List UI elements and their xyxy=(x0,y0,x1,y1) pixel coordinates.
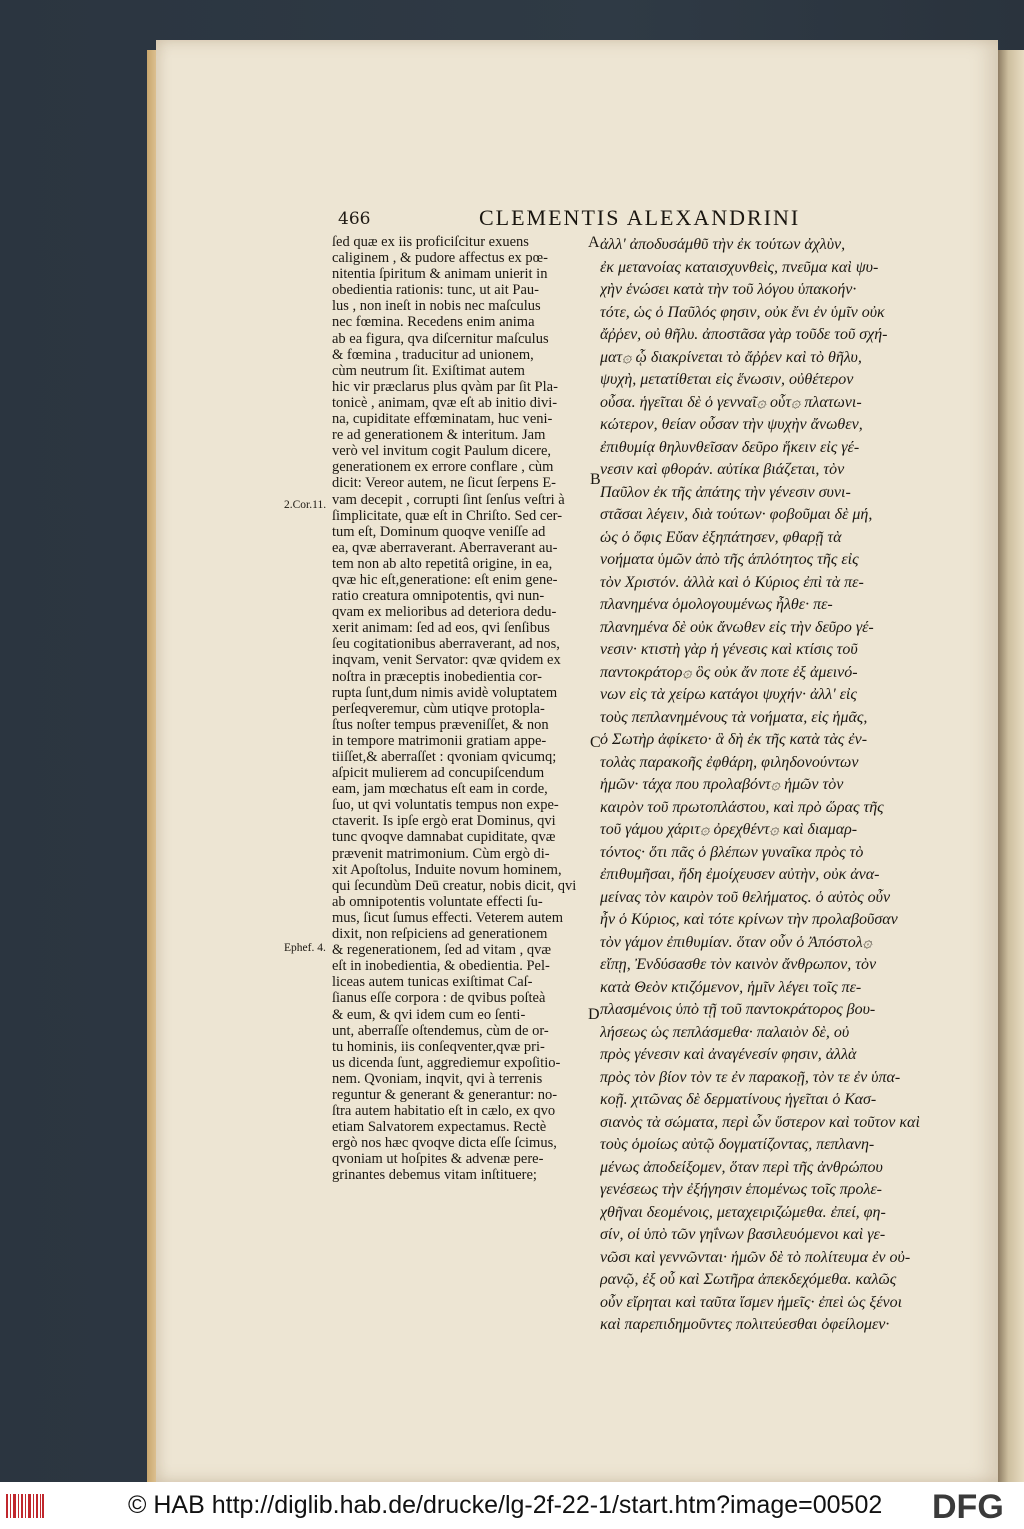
latin-line: & regenerationem, ſed ad vitam , qvæ xyxy=(332,942,552,959)
latin-line: qui ſecundùm Deū creatur, nobis dicit, qvi xyxy=(332,877,577,894)
greek-line: ἐπιθυμῆσαι, ἤδη ἐμοίχευσεν αὐτὴν, οὐκ ἀνα- xyxy=(600,866,880,883)
latin-line: inqvam, venit Servator: qvæ qvidem ex xyxy=(332,652,561,669)
greek-line: Παῦλον ἐκ τῆς ἀπάτης τὴν γένεσιν συνι- xyxy=(600,483,851,501)
latin-line: tu hominis, iis conſeqventer,qvæ pri- xyxy=(332,1038,545,1055)
latin-line: us dicenda ſunt, aggrediemur expoſitio- xyxy=(332,1054,561,1071)
latin-line: & fœmina , traducitur ad unionem, xyxy=(332,346,534,363)
latin-line: lus , non ineſt in nobis nec maſculus xyxy=(332,298,541,315)
latin-line: ſtus noſter tempus præveniſſet, & non xyxy=(332,716,549,733)
latin-line: nem. Qvoniam, inqvit, qvi à terrenis xyxy=(332,1070,543,1087)
book-page xyxy=(156,40,998,1482)
greek-line: τοὺς πεπλανημένους τὰ νοήματα, εἰς ἡμᾶς, xyxy=(600,708,868,726)
latin-line: mus, ſicut ſumus effecti. Veterem autem xyxy=(332,909,564,926)
greek-line: καὶ παρεπιδημοῦντες πολιτεύεσθαι ὀφείλομεν· xyxy=(600,1316,890,1333)
greek-line: κοῇ. χιτῶνας δὲ δερματίνους ἡγεῖται ὁ Κασ- xyxy=(600,1091,877,1108)
greek-line: κώτερον, θείαν οὖσαν τὴν ψυχὴν ἄνωθεν, xyxy=(600,416,863,433)
greek-line: νῶσι καὶ γεννῶνται· ἡμῶν δὲ τὸ πολίτευμα ἐν οὐ- xyxy=(600,1248,911,1266)
greek-line: κατὰ Θεὸν κτιζόμενον, ἡμῖν λέγει τοῖς πε- xyxy=(600,978,862,996)
latin-line: prævenit matrimonium. Cùm ergò di- xyxy=(332,845,550,862)
greek-line: νοήματα ὑμῶν ἀπὸ τῆς ἁπλότητος τῆς εἰς xyxy=(600,551,859,568)
latin-line: & eum, & qvi idem cum eo ſenti- xyxy=(332,1006,526,1023)
greek-line: χὴν ἑνώσει κατὰ τὴν τοῦ λόγου ὑπακοήν· xyxy=(600,281,857,298)
latin-line: ctaverit. Is ipſe ergò erat Dominus, qvi xyxy=(332,813,556,830)
latin-line: noſtra in præceptis inobedientia cor- xyxy=(332,668,542,685)
latin-line: qvam ex melioribus ad deteriora dedu- xyxy=(332,604,557,621)
latin-line: nitentia ſpiritum & animam unierit in xyxy=(332,266,548,283)
greek-line: χθῆναι δεομένοις, μεταχειριζώμεθα. ἐπεί, φη- xyxy=(600,1203,886,1221)
latin-line: vam decepit , corrupti ſint ſenſus veſtri à xyxy=(332,491,565,508)
greek-line: μένως ἀποδείξομεν, ὅταν περὶ τῆς ἀνθρώπου xyxy=(600,1158,883,1176)
greek-line: στᾶσαι λέγειν, διὰ τούτων· φοβοῦμαι δὲ μή, xyxy=(600,506,873,523)
greek-line: νεσιν καὶ φθοράν. αὐτίκα βιάζεται, τὸν xyxy=(600,461,845,478)
latin-line: xit Apoſtolus, Induite novum hominem, xyxy=(332,861,562,878)
running-title: CLEMENTIS ALEXANDRINI xyxy=(479,205,801,230)
latin-line: tum eſt, Dominum quoqve veniſſe ad xyxy=(332,523,546,540)
greek-line: τοῦ γάμου χάριτ۞ ὀρεχθέντ۞ καὶ διαμαρ- xyxy=(600,821,858,838)
latin-line: perſeqveremur, cùm utiqve protopla- xyxy=(332,700,545,717)
latin-line: ſianus eſſe corpora : de qvibus poſteà xyxy=(332,990,546,1007)
latin-line: tonicè , animam, qvæ eſt ab initio divi- xyxy=(332,394,558,411)
latin-line: eam, jam mœchatus eſt eam in corde, xyxy=(332,781,548,798)
latin-line: verò vel invitum cogit Paulum dicere, xyxy=(332,443,552,460)
section-letter-a: A xyxy=(588,234,600,251)
greek-line: εἴπῃ, Ἐνδύσασθε τὸν καινὸν ἄνθρωπον, τὸν xyxy=(600,956,877,973)
greek-line: μείνας τὸν καιρὸν τοῦ θελήματος. ὁ αὐτὸς οὖν xyxy=(600,888,891,906)
greek-line: πρὸς τὸν βίον τὸν τε ἐν παρακοῇ, τὸν τε ἐν ὑπα- xyxy=(600,1068,901,1086)
latin-line: re ad generationem & interitum. Jam xyxy=(332,427,546,444)
latin-line: unt, aberraſſe oſtendemus, cùm de or- xyxy=(332,1022,549,1039)
footer-copyright-url: © HAB http://diglib.hab.de/drucke/lg-2f-22-1/start.htm?image=00502 xyxy=(128,1491,883,1519)
latin-line: dicit: Vereor autem, ne ſicut ſerpens E- xyxy=(332,475,556,492)
latin-line: nec fœmina. Recedens enim anima xyxy=(332,314,535,331)
footer-bar xyxy=(0,1482,1024,1529)
page-number: 466 xyxy=(338,209,371,229)
latin-line: qvoniam ut hoſpites & advenæ pere- xyxy=(332,1151,544,1168)
greek-line: παντοκράτορ۞ ὃς οὐκ ἄν ποτε ἐξ ἀμεινό- xyxy=(600,663,858,681)
latin-line: ratio creatura omnipotentis, qvi nun- xyxy=(332,588,545,605)
greek-line: ἄῤῥεν, οὐ θῆλυ. ἀποστᾶσα γὰρ τοῦδε τοῦ σχή- xyxy=(600,326,888,343)
latin-line: na, cupiditate effœminatam, huc veni- xyxy=(332,411,553,428)
latin-line: reguntur & generant & generantur: no- xyxy=(332,1086,558,1103)
greek-line: τοὺς ὁμοίως αὐτῷ δογματίζοντας, πεπλανη- xyxy=(600,1136,875,1153)
latin-line: etiam Salvatorem expectamus. Rectè xyxy=(332,1119,547,1136)
greek-line: ἐκ μετανοίας καταισχυνθεὶς, πνεῦμα καὶ ψυ- xyxy=(600,258,879,276)
greek-line: γενέσεως τὴν ἐξήγησιν ἑπομένως τοῖς προλε- xyxy=(600,1181,883,1198)
latin-line: grinantes debemus vitam inſtituere; xyxy=(332,1167,537,1184)
greek-column xyxy=(600,234,972,1337)
greek-line: σίν, οἱ ὑπὸ τῶν γηΐνων βασιλευόμενοι καὶ γε- xyxy=(600,1226,886,1243)
latin-line: qvæ hic eſt,generatione: eſt enim gene- xyxy=(332,571,558,588)
dfg-logo-text: DFG xyxy=(932,1488,1004,1522)
latin-line: ea, qvæ aberraverant. Aberraverant au- xyxy=(332,539,558,556)
latin-line: generationem ex errore conflare , cùm xyxy=(332,459,554,476)
dfg-logo-icon xyxy=(932,1488,1018,1522)
latin-line: ab omnipotentis voluntate effecti ſu- xyxy=(332,893,543,910)
greek-line: ἀλλ' ἀποδυσάμθῦ τὴν ἐκ τούτων ἀχλὺν, xyxy=(600,236,846,253)
latin-line: hic vir præclarus plus qvàm par ſit Pla- xyxy=(332,378,558,395)
greek-line: καιρὸν τοῦ πρωτοπλάστου, καὶ πρὸ ὥρας τῆς xyxy=(600,798,884,816)
greek-line: ὁ Σωτὴρ ἀφίκετο· ἃ δὴ ἐκ τῆς κατὰ τὰς ἐν- xyxy=(600,731,868,748)
latin-line: ſuo, ut qvi voluntatis tempus non expe- xyxy=(332,797,559,814)
greek-line: τὸν γάμον ἐπιθυμίαν. ὅταν οὖν ὁ Ἀπόστολ۞ xyxy=(600,933,872,951)
section-letter-d: D xyxy=(588,1006,600,1023)
greek-line: τὸν Χριστόν. ἀλλὰ καὶ ὁ Κύριος ἐπὶ τὰ πε- xyxy=(600,573,864,591)
latin-line: tunc qvoqve damnabat cupiditate, qvæ xyxy=(332,829,556,846)
latin-line: ab ea figura, qva diſcernitur maſculus xyxy=(332,330,549,347)
greek-line: νεσιν· κτιστὴ γὰρ ἡ γένεσις καὶ κτίσις τοῦ xyxy=(600,641,858,658)
latin-line: ſtra autem habitatio eſt in cælo, ex qvo xyxy=(332,1103,556,1120)
barcode-icon xyxy=(6,1492,44,1520)
greek-line: πλασμένοις ὑπὸ τῇ τοῦ παντοκράτορος βου- xyxy=(600,1001,876,1018)
latin-line: rupta ſunt,dum nimis avidè voluptatem xyxy=(332,684,558,701)
latin-line: xerit animam: ſed ad eos, qvi ſenſibus xyxy=(332,620,550,637)
latin-line: caliginem , & pudore affectus ex pœ- xyxy=(332,250,548,267)
greek-line: ἡμῶν· τάχα που προλαβόντ۞ ἡμῶν τὸν xyxy=(600,776,844,793)
greek-line: πλανημένα δὲ οὐκ ἄνωθεν εἰς τὴν δεῦρο γέ- xyxy=(600,618,874,636)
latin-line: dixit, non reſpiciens ad generationem xyxy=(332,926,548,943)
greek-line: ρανῷ, ἐξ οὗ καὶ Σωτῆρα ἀπεκδεχόμεθα. καλῶς xyxy=(600,1271,897,1288)
margin-ref-ephes: Ephef. 4. xyxy=(284,942,326,954)
latin-line: cùm neutrum ſit. Exiſtimat autem xyxy=(332,362,525,379)
latin-line: ergò nos hæc qvoqve dicta eſſe ſcimus, xyxy=(332,1135,557,1152)
greek-line: ἦν ὁ Κύριος, καὶ τότε κρίνων τὴν προλαβοῦσαν xyxy=(600,911,898,928)
next-page-edge xyxy=(998,50,1024,1482)
latin-column xyxy=(332,234,586,1184)
greek-line: νων εἰς τὰ χείρω κατάγοι ψυχήν· ἀλλ' εἰς xyxy=(600,686,857,703)
latin-line: tem non ab alto repetitâ origine, in ea, xyxy=(332,555,553,572)
latin-line: eſt in inobedientia, & obedientia. Pel- xyxy=(332,958,550,975)
greek-line: τόντος· ὅτι πᾶς ὁ βλέπων γυναῖκα πρὸς τὸ xyxy=(600,843,864,861)
section-letter-b: B xyxy=(590,471,601,488)
greek-line: ὡς ὁ ὄφις Εὔαν ἐξηπάτησεν, φθαρῇ τὰ xyxy=(600,528,842,546)
greek-line: οὖν εἴρηται καὶ ταῦτα ἴσμεν ἡμεῖς· ἐπεὶ ὡς ξένοι xyxy=(600,1293,903,1311)
latin-line: ſeu cogitationibus aberraverant, ad nos, xyxy=(332,636,560,653)
greek-line: τότε, ὡς ὁ Παῦλός φησιν, οὐκ ἔνι ἐν ὑμῖν οὐκ xyxy=(600,303,885,321)
greek-line: πλανημένα ὁμολογουμένως ἦλθε· πε- xyxy=(600,596,833,613)
greek-line: ψυχὴ, μετατίθεται εἰς ἕνωσιν, οὐθέτερον xyxy=(600,371,854,388)
greek-line: τολὰς παρακοῆς ἐφθάρη, φιληδονούντων xyxy=(600,753,859,771)
margin-ref-2cor: 2.Cor.11. xyxy=(284,499,327,511)
latin-line: ſed quæ ex iis proficiſcitur exuens xyxy=(332,234,529,250)
latin-line: obedientia rationis: tunc, ut ait Pau- xyxy=(332,282,539,299)
greek-line: πρὸς γένεσιν καὶ ἀναγένεσίν φησιν, ἀλλὰ xyxy=(600,1046,857,1063)
latin-line: aſpicit mulierem ad concupiſcendum xyxy=(332,765,545,782)
latin-line: ſimplicitate, quæ eſt in Chriſto. Sed cer- xyxy=(332,507,563,524)
latin-line: in tempore matrimonii gratiam appe- xyxy=(332,732,547,749)
latin-line: liceas autem tunicas exiſtimat Caſ- xyxy=(332,974,533,991)
section-letter-c: C xyxy=(590,734,601,751)
greek-line: ἐπιθυμίᾳ θηλυνθεῖσαν δεῦρο ἥκειν εἰς γέ- xyxy=(600,438,860,456)
greek-line: ματ۞ ᾧ διακρίνεται τὸ ἄῤῥεν καὶ τὸ θῆλυ, xyxy=(600,348,862,366)
greek-line: σιανὸς τὰ σώματα, περὶ ὧν ὕστερον καὶ τοῦτον καὶ xyxy=(600,1113,920,1131)
greek-line: οὖσα. ἡγεῖται δὲ ὁ γενναῖ۞ οὗτ۞ πλατωνι- xyxy=(600,393,862,411)
greek-line: λήσεως ὡς πεπλάσμεθα· παλαιὸν δὲ, οὐ xyxy=(600,1023,850,1041)
latin-line: tiiſſet,& aberraſſet : qvoniam qvicumq; xyxy=(332,749,557,765)
